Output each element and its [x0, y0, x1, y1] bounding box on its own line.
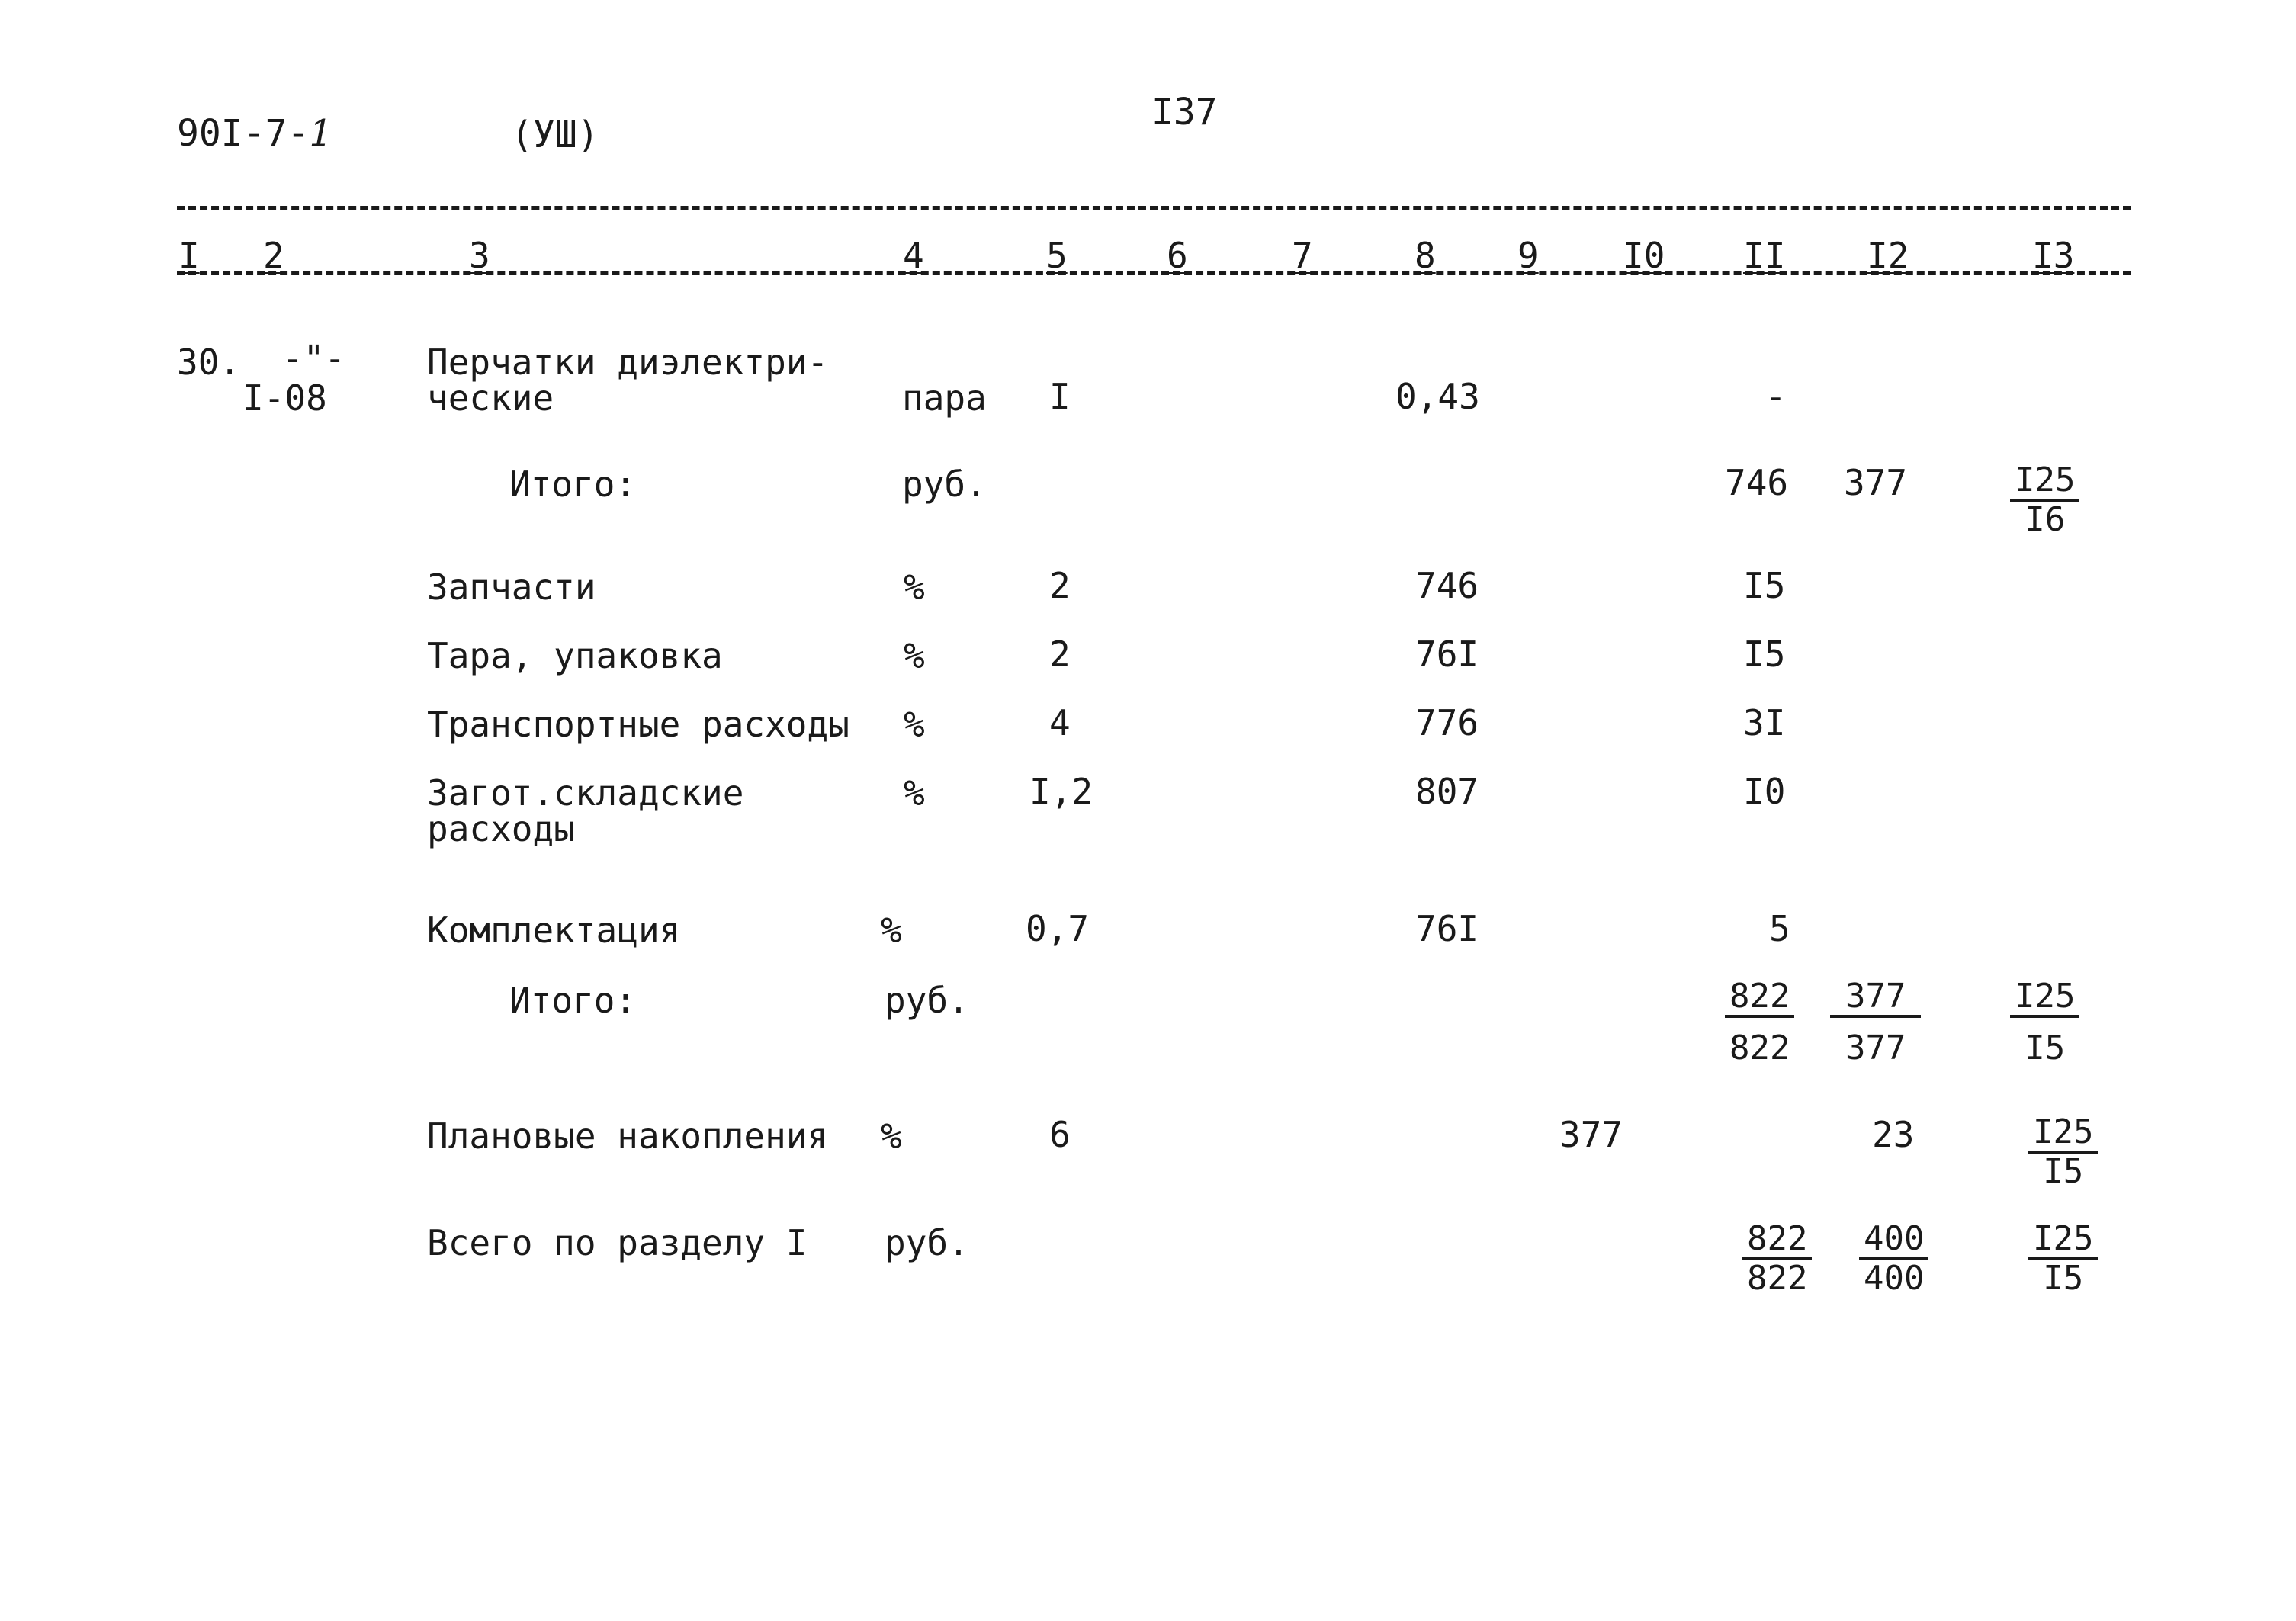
price-cell: 76I: [1415, 908, 1479, 949]
unit-cell: руб.: [885, 980, 969, 1021]
col12-cell: 377: [1844, 462, 1908, 503]
col13-fraction: [2010, 461, 2079, 539]
item-name: Запчасти: [427, 567, 596, 608]
col13-fraction: [2028, 1112, 2098, 1191]
row-code: I-08: [242, 377, 327, 419]
fraction-numerator: 822: [1742, 1222, 1812, 1260]
price-cell: 746: [1415, 565, 1479, 606]
fraction-denominator: I6: [2025, 500, 2066, 539]
fraction-numerator: 400: [1859, 1222, 1928, 1260]
fraction-denominator: 822: [1729, 1029, 1790, 1067]
fraction-numerator: 822: [1725, 980, 1794, 1018]
quantity-cell: 2: [1049, 565, 1071, 606]
fraction-numerator: I25: [2028, 1115, 2098, 1154]
item-name-line2: расходы: [427, 808, 575, 849]
subtotal-label: Итого:: [509, 464, 637, 505]
col11-cell: 3I: [1743, 702, 1786, 743]
fraction-denominator: 400: [1864, 1259, 1925, 1298]
quantity-cell: 4: [1049, 702, 1071, 743]
item-name: Плановые накопления: [427, 1115, 829, 1157]
col12-fraction: [1830, 977, 1921, 1067]
item-name-line2: ческие: [427, 377, 554, 419]
fraction-denominator: 822: [1747, 1259, 1808, 1298]
item-name: Комплектация: [427, 910, 681, 951]
fraction-denominator: I5: [2043, 1259, 2084, 1298]
column-number: I3: [2032, 235, 2075, 276]
col12-fraction: [1859, 1219, 1928, 1298]
unit-cell: %: [904, 704, 925, 745]
subtotal-label: Итого:: [509, 980, 637, 1021]
price-cell: 0,43: [1395, 376, 1480, 417]
col11-cell: I0: [1743, 771, 1786, 812]
column-number: 8: [1415, 235, 1436, 276]
fraction-denominator: I5: [2043, 1152, 2084, 1191]
document-code-suffix: 1: [309, 112, 332, 155]
header-divider-top: [177, 206, 2131, 210]
fraction-numerator: I25: [2028, 1222, 2098, 1260]
quantity-cell: I: [1049, 376, 1071, 417]
col12-cell: 23: [1872, 1114, 1915, 1155]
column-number: I: [178, 235, 200, 276]
price-cell: 776: [1415, 702, 1479, 743]
col11-cell: I5: [1743, 634, 1786, 675]
quantity-cell: 2: [1049, 634, 1071, 675]
col11-cell: -: [1765, 376, 1787, 417]
row-number: 30.: [177, 342, 241, 383]
price-cell: 807: [1415, 771, 1479, 812]
col11-cell: 746: [1725, 462, 1789, 503]
unit-cell: руб.: [902, 464, 987, 505]
col11-fraction: [1725, 977, 1794, 1067]
fraction-numerator: 377: [1830, 980, 1921, 1018]
fraction-numerator: I25: [2010, 464, 2079, 502]
page-number: I37: [1151, 91, 1218, 133]
item-name: Транспортные расходы: [427, 704, 849, 745]
quantity-cell: 6: [1049, 1114, 1071, 1155]
column-number: 4: [903, 235, 924, 276]
col10-cell: 377: [1559, 1114, 1623, 1155]
column-number: 5: [1046, 235, 1068, 276]
quantity-cell: I,2: [1029, 771, 1093, 812]
quantity-cell: 0,7: [1026, 908, 1090, 949]
unit-cell: %: [881, 1115, 902, 1157]
col11-fraction: [1742, 1219, 1812, 1298]
item-name-line1: Перчатки диэлектри-: [427, 342, 829, 383]
unit-cell: руб.: [885, 1222, 969, 1263]
col11-cell: I5: [1743, 565, 1786, 606]
document-code: [177, 112, 332, 155]
unit-cell: %: [881, 910, 902, 951]
unit-cell: пара: [902, 377, 987, 419]
column-number: II: [1743, 235, 1786, 276]
fraction-numerator: I25: [2010, 980, 2079, 1018]
total-label: Всего по разделу I: [427, 1222, 808, 1263]
unit-cell: %: [904, 772, 925, 814]
fraction-denominator: I5: [2025, 1029, 2066, 1067]
price-cell: 76I: [1415, 634, 1479, 675]
row-ref: -"-: [282, 338, 346, 379]
item-name-line1: Загот.складские: [427, 772, 744, 814]
col13-fraction: [2028, 1219, 2098, 1298]
column-number: 9: [1517, 235, 1539, 276]
column-number: I0: [1623, 235, 1665, 276]
column-number: 6: [1167, 235, 1188, 276]
col13-fraction: [2010, 977, 2079, 1067]
col11-cell: 5: [1769, 908, 1790, 949]
fraction-denominator: 377: [1845, 1029, 1906, 1067]
unit-cell: %: [904, 567, 925, 608]
item-name: Тара, упаковка: [427, 635, 723, 676]
document-code-main: 90I-7-: [177, 112, 310, 155]
column-number: 7: [1292, 235, 1313, 276]
column-number: 2: [263, 235, 284, 276]
document-series: (УШ): [511, 114, 599, 156]
column-number: I2: [1867, 235, 1909, 276]
column-number: 3: [469, 235, 490, 276]
unit-cell: %: [904, 635, 925, 676]
